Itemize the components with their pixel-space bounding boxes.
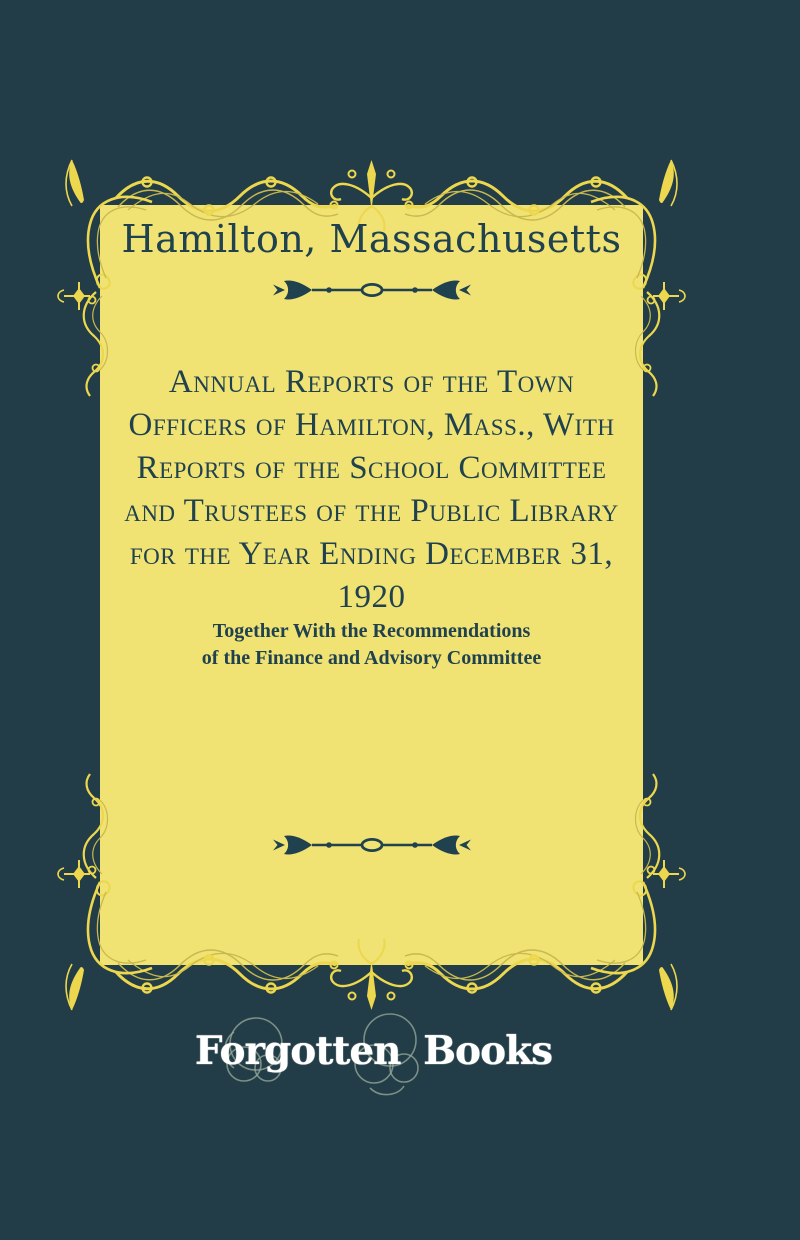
border-quadrant-bottom-left bbox=[58, 774, 338, 1010]
publisher-name: Forgotten Books bbox=[194, 1028, 553, 1074]
publisher-logo bbox=[101, 1014, 646, 1094]
title-line: and Trustees of the Public Library bbox=[124, 493, 619, 529]
subtitle-line: Together With the Recommendations bbox=[212, 620, 531, 642]
book-subtitle bbox=[131, 618, 612, 672]
subtitle-line: of the Finance and Advisory Committee bbox=[201, 647, 542, 669]
book-title bbox=[101, 361, 642, 619]
arrow-divider-icon bbox=[272, 832, 472, 858]
arrow-divider-icon bbox=[272, 277, 472, 303]
bottom-center-fleur-icon bbox=[331, 939, 412, 1010]
author-name: Hamilton, Massachusetts bbox=[121, 217, 622, 261]
title-line: 1920 bbox=[337, 579, 406, 615]
title-line: Reports of the School Committee bbox=[136, 450, 607, 486]
title-line: Annual Reports of the Town bbox=[168, 364, 575, 400]
border-quadrant-bottom-right bbox=[405, 774, 685, 1010]
title-line: for the Year Ending December 31, bbox=[129, 536, 614, 572]
title-line: Officers of Hamilton, Mass., With bbox=[128, 407, 615, 443]
